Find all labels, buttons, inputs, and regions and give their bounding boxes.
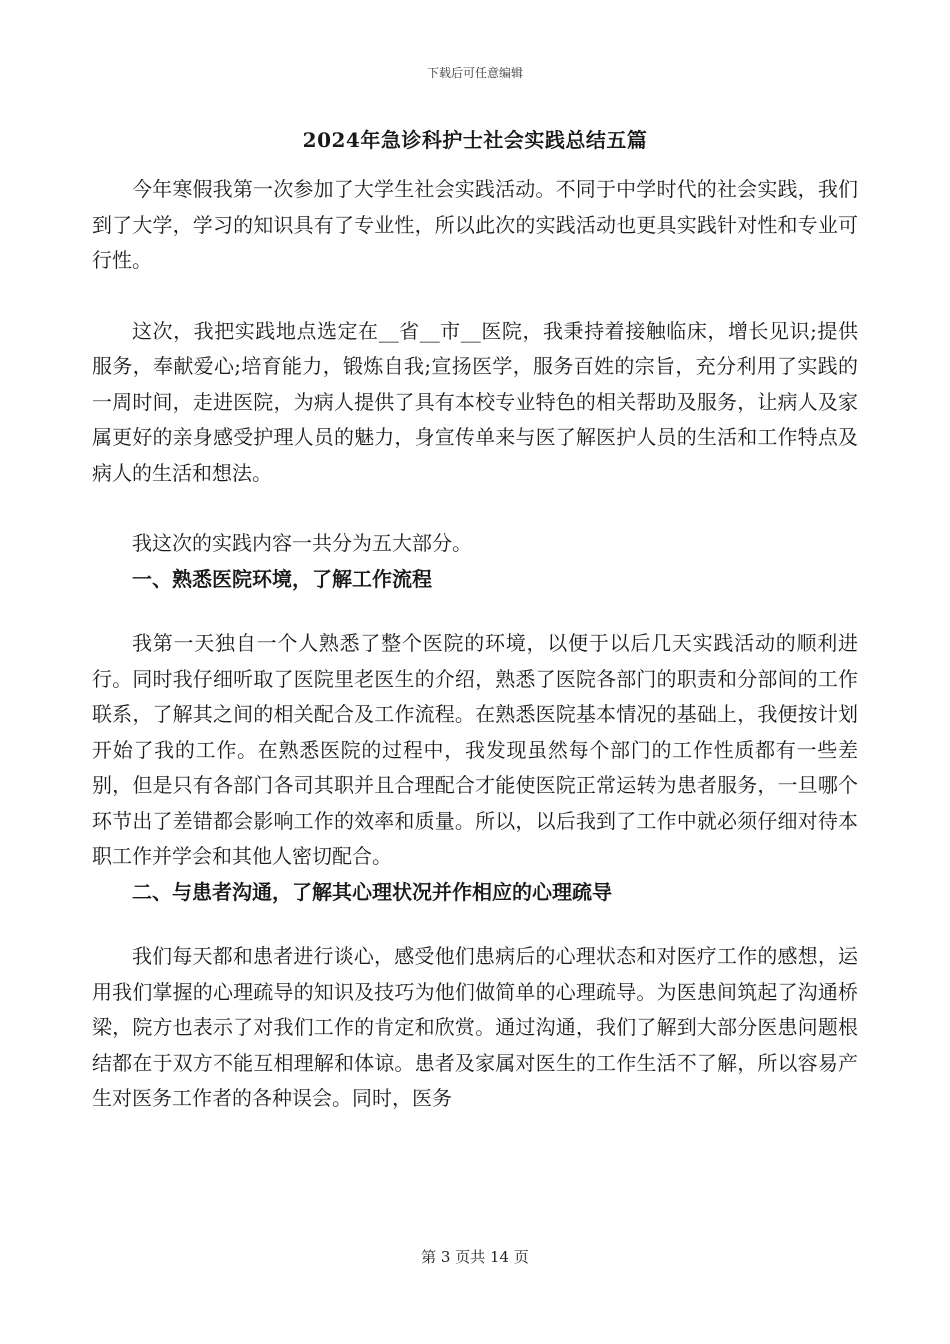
paragraph-location: 这次，我把实践地点选定在__省__市__医院，我秉持着接触临床，增长见识;提供服务，奉献爱心;培育能力，锻炼自我;宣扬医学，服务百姓的宗旨，充分利用了实践的一周时间，走进医院，为病人提供了具有本校专业特色的相关帮助及服务，让病人及家属更好的亲身感受护理人员的魅力，身宣传单来与医了解医护人员的生活和工作特点及病人的生活和想法。 <box>92 318 858 485</box>
section-2-body: 我们每天都和患者进行谈心，感受他们患病后的心理状态和对医疗工作的感想，运用我们掌握的心理疏导的知识及技巧为他们做简单的心理疏导。为医患间筑起了沟通桥梁，院方也表示了对我们工作的肯定和欣赏。通过沟通，我们了解到大部分医患问题根结都在于双方不能互相理解和体谅。患者及家属对医生的工作生活不了解，所以容易产生对医务工作者的各种误会。同时，医务 <box>92 944 858 1110</box>
section-2-heading: 二、与患者沟通，了解其心理状况并作相应的心理疏导 <box>132 879 612 904</box>
section-1-body: 我第一天独自一个人熟悉了整个医院的环境，以便于以后几天实践活动的顺利进行。同时我仔细听取了医院里老医生的介绍，熟悉了医院各部门的职责和分部间的工作联系，了解其之间的相关配合及工作流程。在熟悉医院基本情况的基础上，我便按计划开始了我的工作。在熟悉医院的过程中，我发现虽然每个部门的工作性质都有一些差别，但是只有各部门各司其职并且合理配合才能使医院正常运转为患者服务，一旦哪个环节出了差错都会影响工作的效率和质量。所以，以后我到了工作中就必须仔细对待本职工作并学会和其他人密切配合。 <box>92 631 858 868</box>
page-footer: 第 3 页共 14 页 <box>421 1248 529 1266</box>
header-note: 下载后可任意编辑 <box>426 66 523 80</box>
paragraph-overview: 我这次的实践内容一共分为五大部分。 <box>132 531 472 555</box>
paragraph-intro: 今年寒假我第一次参加了大学生社会实践活动。不同于中学时代的社会实践，我们到了大学，学习的知识具有了专业性，所以此次的实践活动也更具实践针对性和专业可行性。 <box>92 177 858 272</box>
document-title: 2024年急诊科护士社会实践总结五篇 <box>302 128 648 152</box>
section-1-heading: 一、熟悉医院环境，了解工作流程 <box>132 566 432 591</box>
document-body <box>92 172 858 1117</box>
